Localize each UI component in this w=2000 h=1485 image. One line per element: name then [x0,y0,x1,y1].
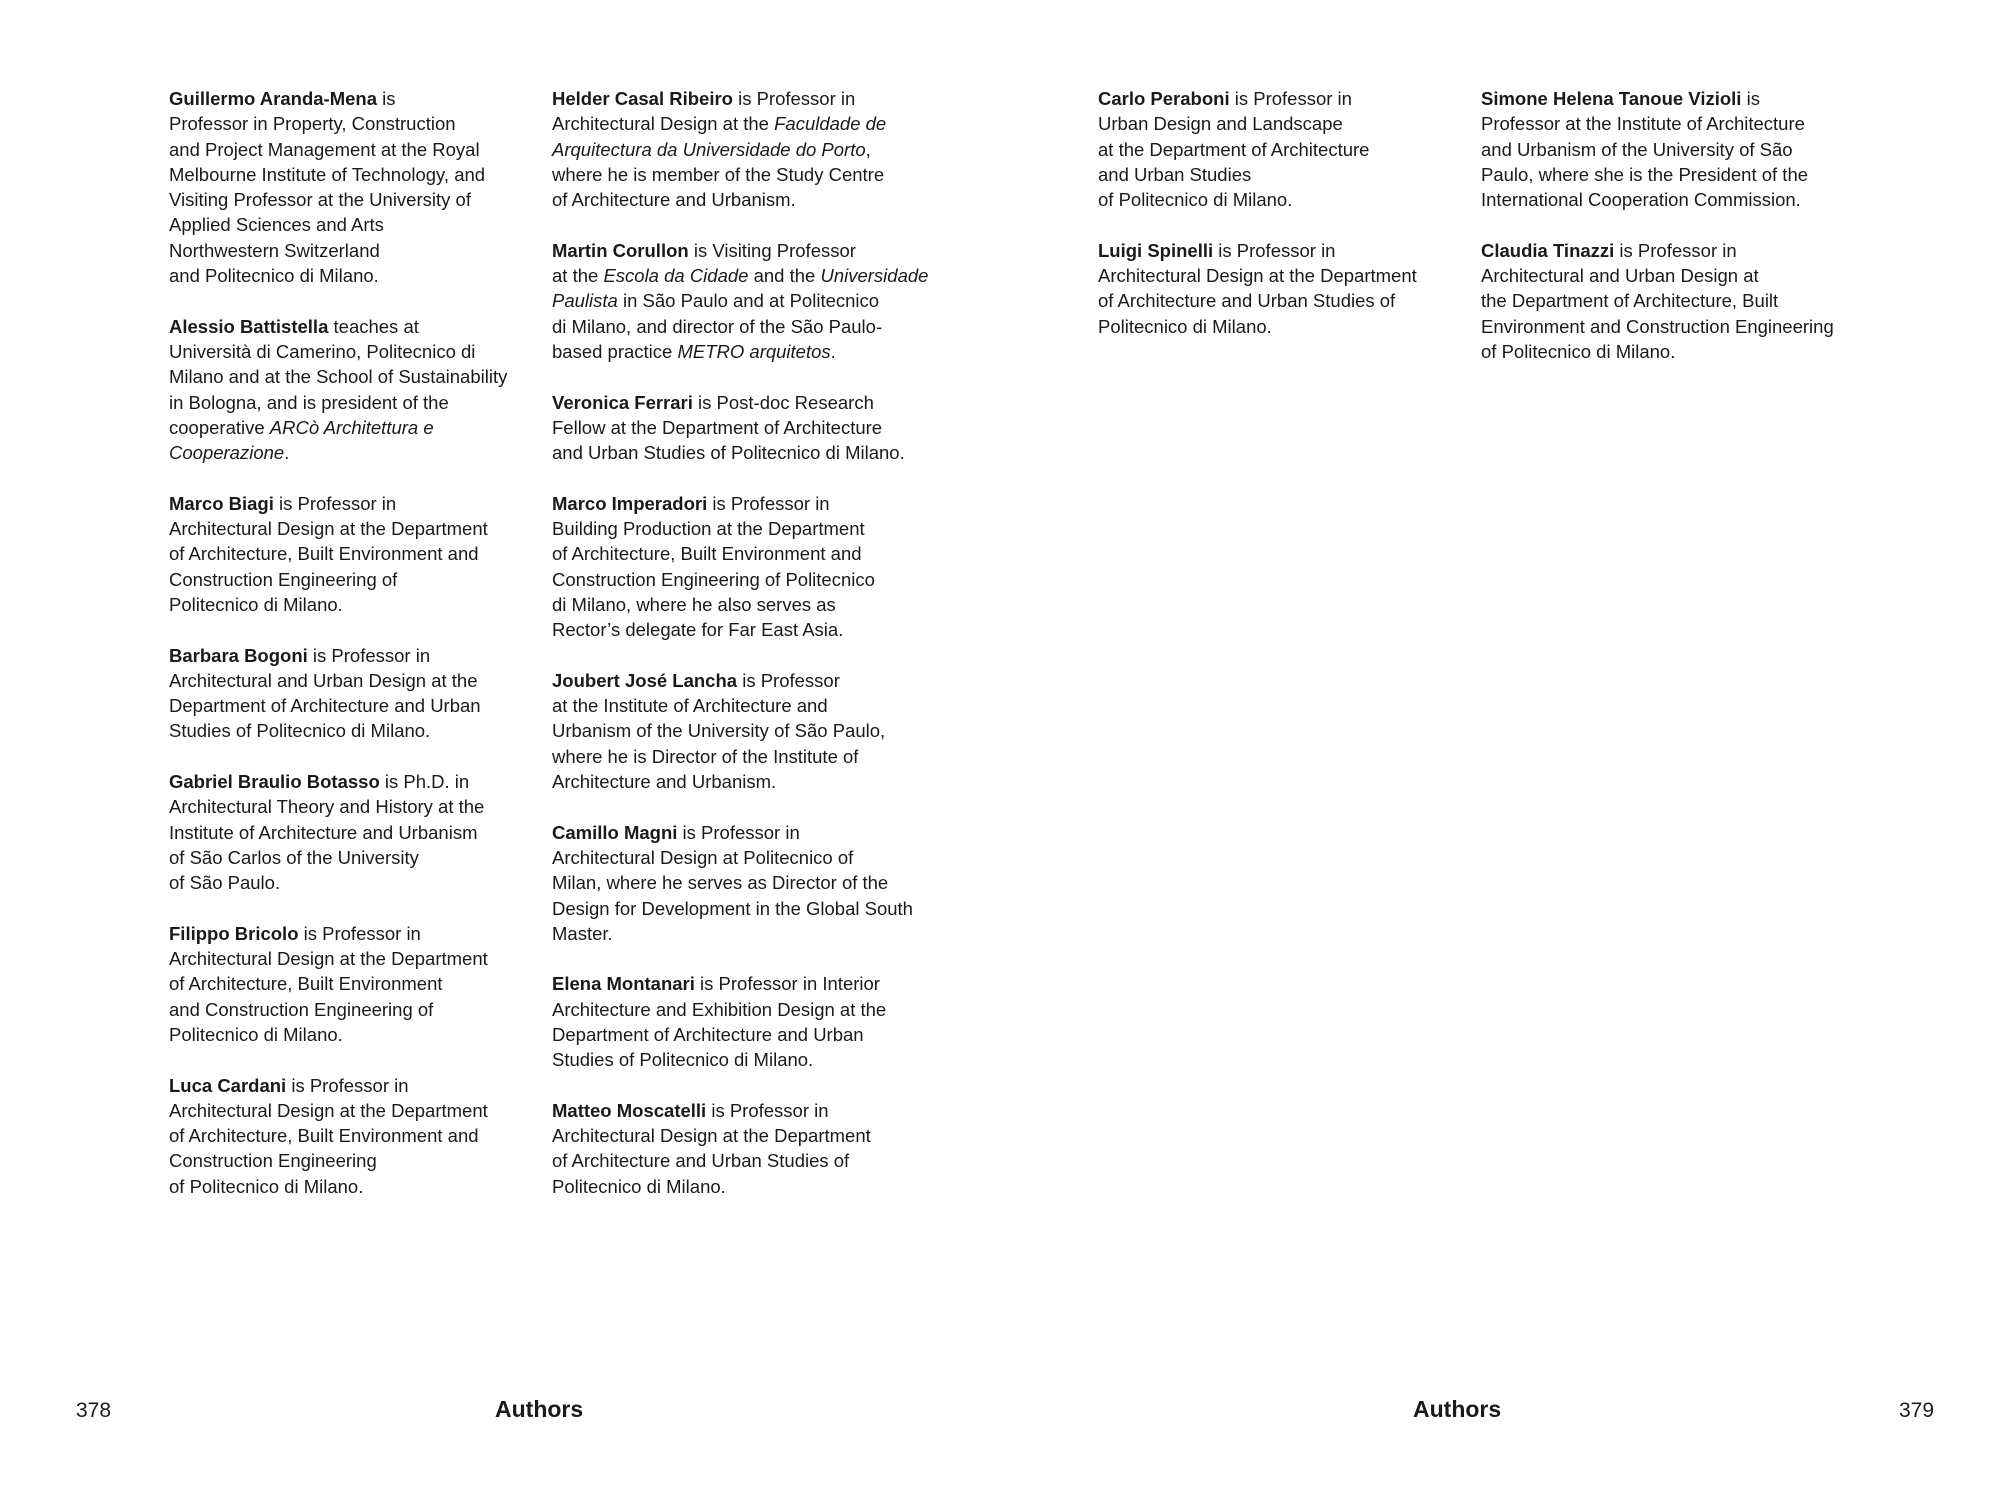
author-bio [552,238,932,364]
page-number-left: 378 [76,1399,112,1422]
author-bio-text: in São Paulo and at Politecnico di Milano, and director of the São Paulo- based practice [552,290,883,362]
author-bio-italic-text: Universidade Paulista [552,265,929,312]
author-bio-text: is Professor in Property, Construction and Project Management at the Royal Melbourne Institute of Technology, and Visiting Professor at the University of Applied Sciences and Arts Northwestern Switzerland and Politecnico di Milano. [169,88,486,287]
author-bio-text: is Professor in Architectural Design at the Department of Architecture, Built Environment and Construction Engineering of Politecnico di Milano. [169,492,488,615]
author-name: Claudia Tinazzi [1481,239,1615,261]
author-bio [1481,238,1861,364]
author-name: Martin Corullon [552,239,689,261]
author-bio [1098,86,1460,212]
author-bio-text: is Professor in Architectural Design at the Department of Architecture, Built Environment and Construction Engineering of Politecnico di Milano. [169,922,488,1045]
author-bio [552,491,932,643]
author-name: Filippo Bricolo [169,922,299,944]
author-name: Gabriel Braulio Botasso [169,771,380,793]
running-head-left: Authors [495,1396,584,1422]
author-bio-text: is Professor in Architectural and Urban Design at the Department of Architecture, Built Environment and Construction Engineering of Politecnico di Milano. [1481,239,1834,362]
author-bio-text: teaches at Università di Camerino, Politecnico di Milano and at the School of Sustainability in Bologna, and is president of the cooperative [169,315,508,438]
author-name: Camillo Magni [552,821,678,843]
author-name: Veronica Ferrari [552,391,693,413]
author-name: Carlo Peraboni [1098,88,1230,109]
author-bio [552,668,932,794]
author-bio [1098,238,1460,339]
author-bio [169,769,531,895]
author-bio-text: is Professor in Interior Architecture and Exhibition Design at the Department of Architecture and Urban Studies of Politecnico di Milano. [552,973,887,1071]
author-bio [169,1073,531,1199]
author-name: Joubert José Lancha [552,669,738,691]
page-number-right: 379 [1899,1399,1935,1422]
author-bio [552,820,932,946]
author-name: Marco Imperadori [552,492,708,514]
author-bio-text: is Ph.D. in Architectural Theory and History at the Institute of Architecture and Urbanism of São Carlos of the University of São Paulo. [169,771,485,894]
author-bio-text: is Professor in Building Production at the Department of Architecture, Built Environment and Construction Engineering of Politecnico di Milano, where he also serves as Rector’s delegate for Far East Asia. [552,492,875,641]
author-name: Matteo Moscatelli [552,1099,707,1121]
author-bio [169,643,531,744]
right-page-column-1 [1098,86,1460,364]
author-bio [169,314,531,466]
author-bio-italic-text: Faculdade de Arquitectura da Universidade do Porto [552,113,887,160]
author-bio-text: , where he is member of the Study Centre of Architecture and Urbanism. [552,138,885,211]
author-bio-text: is Professor at the Institute of Architecture and Urbanism of the University of São Paulo, where he is Director of the Institute of Architecture and Urbanism. [552,669,886,793]
author-name: Elena Montanari [552,973,695,995]
author-bio [169,86,531,288]
author-bio-text: is Professor in Architectural Design at the Department of Architecture and Urban Studies of Politecnico di Milano. [1098,239,1417,337]
running-head-right: Authors [1413,1396,1502,1422]
author-name: Marco Biagi [169,492,274,514]
author-bio-text: is Professor in Urban Design and Landscape at the Department of Architecture and Urban Studies of Politecnico di Milano. [1098,88,1370,211]
right-page-column-2 [1481,86,1861,390]
author-name: Alessio Battistella [169,315,329,337]
author-bio-italic-text: METRO arquitetos [677,340,831,362]
author-bio [552,971,932,1072]
author-bio [169,921,531,1047]
author-bio-text: is Professor in Architectural Design at the Department of Architecture, Built Environment and Construction Engineering of Politecnico di Milano. [169,1074,488,1197]
left-page-column-1 [169,86,531,1224]
author-bio-text: and the [748,265,821,287]
author-name: Simone Helena Tanoue Vizioli [1481,88,1742,109]
author-bio-text: . [830,340,836,362]
left-page-column-2 [552,86,932,1224]
author-bio-text: is Professor in Architectural Design at Politecnico of Milan, where he serves as Director of the Design for Development in the Global South Master. [552,821,913,944]
author-bio-text: is Professor in Architectural and Urban Design at the Department of Architecture and Urban Studies of Politecnico di Milano. [169,644,481,742]
author-bio [169,491,531,617]
author-name: Luca Cardani [169,1074,287,1096]
author-bio-text: . [284,442,290,464]
author-bio [552,390,932,466]
author-bio-text: is Professor in Architectural Design at the [552,88,856,135]
author-bio [1481,86,1861,212]
author-bio [552,1098,932,1199]
author-name: Barbara Bogoni [169,644,308,666]
author-name: Guillermo Aranda-Mena [169,88,377,109]
author-bio-text: is Professor in Architectural Design at the Department of Architecture and Urban Studies of Politecnico di Milano. [552,1099,871,1197]
author-bio-text: is Post-doc Research Fellow at the Department of Architecture and Urban Studies of Politecnico di Milano. [552,391,905,464]
author-bio [552,86,932,212]
author-name: Luigi Spinelli [1098,239,1214,261]
author-bio-text: is Professor at the Institute of Architecture and Urbanism of the University of São Paulo, where she is the President of the International Cooperation Commission. [1481,88,1809,211]
author-bio-italic-text: Escola da Cidade [603,265,749,287]
author-bio-italic-text: ARCò Architettura e Cooperazione [169,416,434,464]
author-bio-text: is Visiting Professor at the [552,239,856,287]
author-name: Helder Casal Ribeiro [552,88,733,109]
